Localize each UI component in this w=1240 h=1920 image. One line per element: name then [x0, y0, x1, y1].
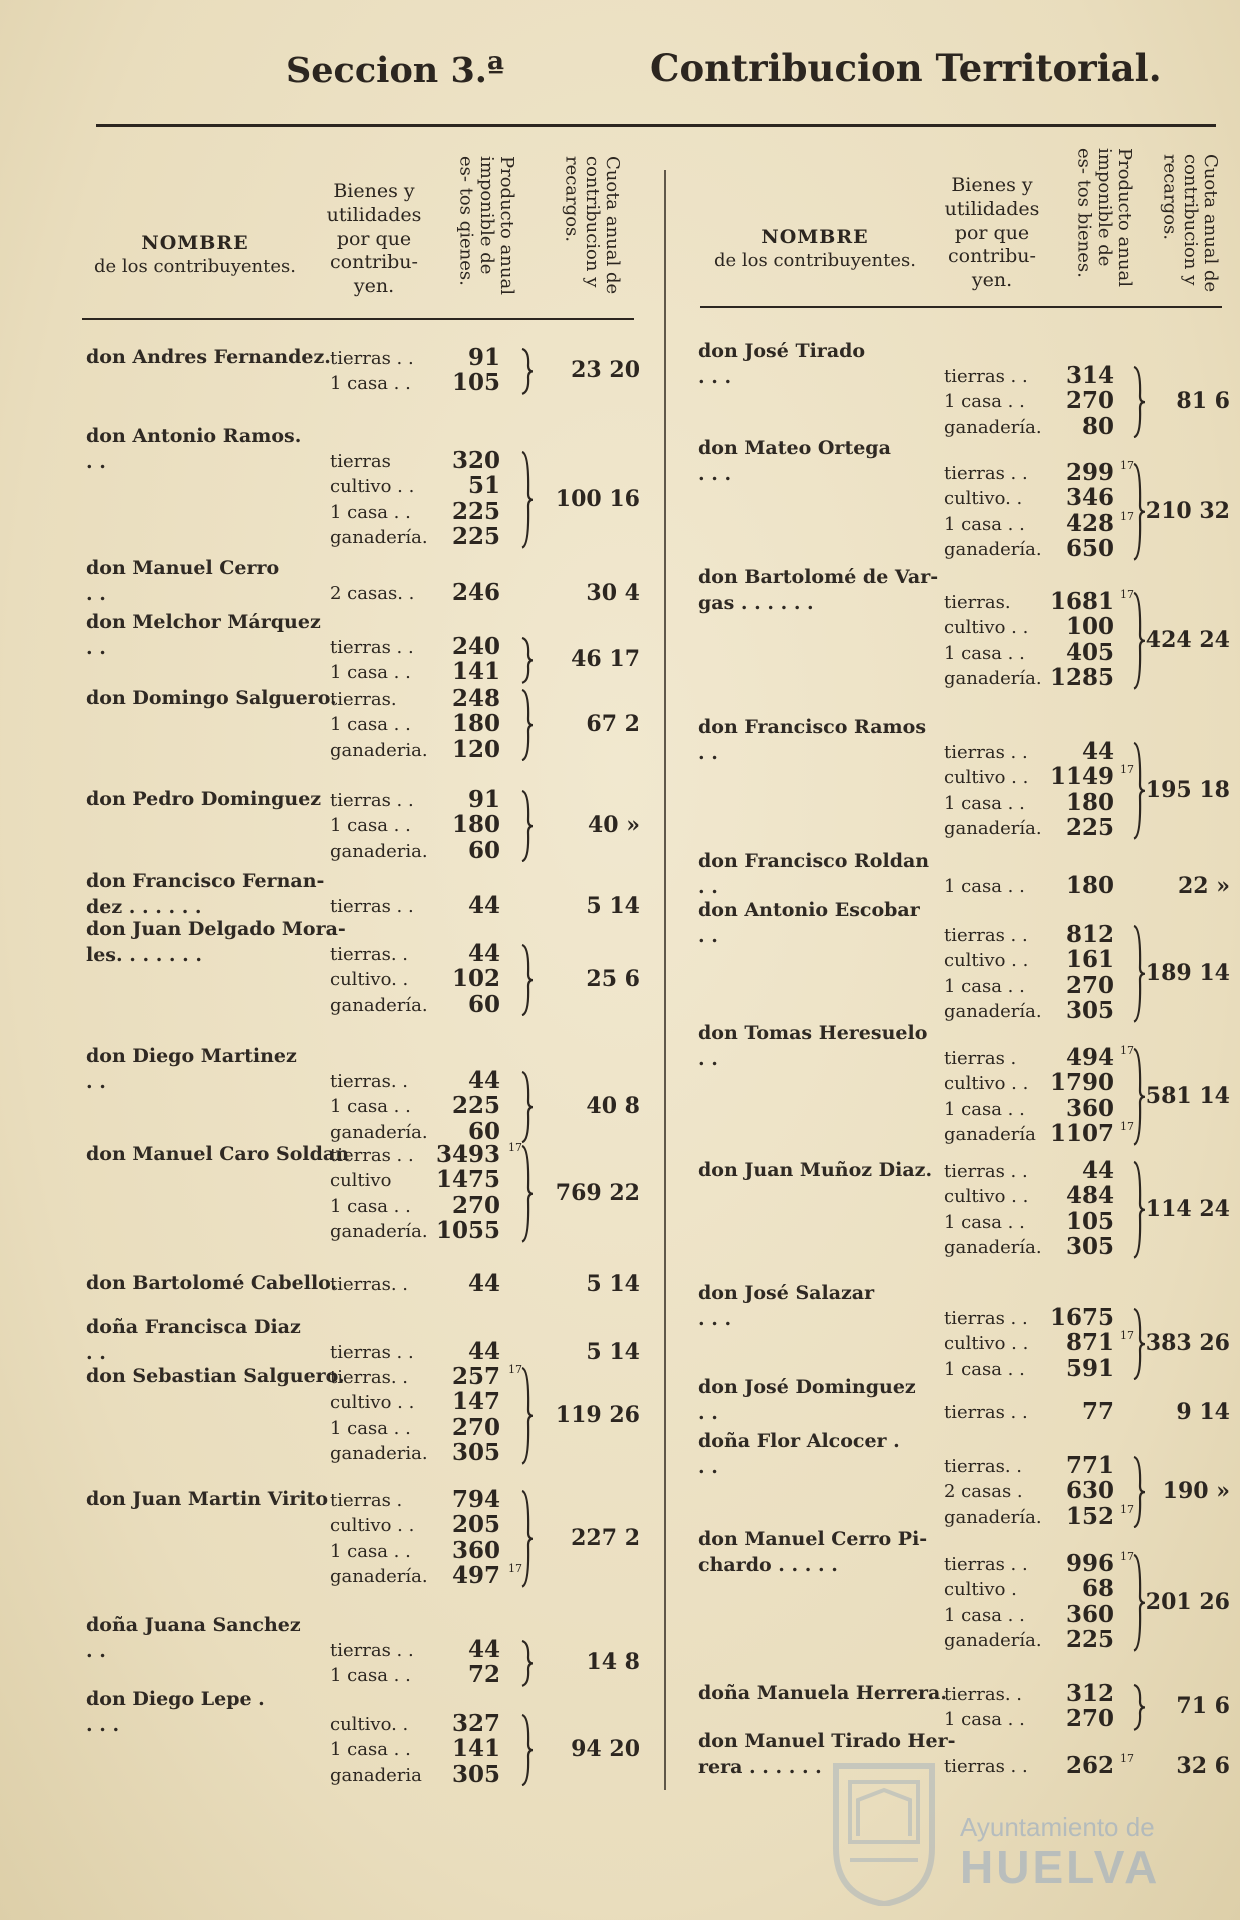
- fraction-mark: 17: [1120, 763, 1134, 777]
- asset-type: cultivo . .: [330, 1515, 415, 1537]
- contributor-name: . . .: [698, 463, 732, 485]
- header-rule: [96, 124, 1216, 127]
- asset-type: cultivo . .: [330, 1392, 415, 1414]
- contributor-name: don Andres Fernandez.: [86, 346, 331, 368]
- contributor-name: . .: [698, 1048, 718, 1070]
- asset-type: tierras . .: [944, 463, 1028, 484]
- asset-value: 650: [1065, 535, 1114, 563]
- asset-type: 1 casa . .: [944, 975, 1025, 997]
- contributor-name: don Mateo Ortega: [698, 437, 891, 459]
- contributor-name: don Diego Lepe .: [86, 1688, 265, 1710]
- asset-type: 2 casas. .: [330, 583, 415, 604]
- fraction-mark: 17: [508, 1562, 522, 1576]
- annual-quota: 23 20: [571, 357, 640, 384]
- asset-type: tierras . .: [944, 1554, 1028, 1575]
- asset-value: 44: [1081, 1157, 1114, 1184]
- contributor-name: don José Dominguez: [698, 1376, 916, 1398]
- asset-type: 1 casa . .: [330, 1417, 411, 1439]
- asset-type: tierras .: [330, 1490, 403, 1511]
- asset-value: 1681: [1049, 588, 1114, 615]
- right-header-producto: Producto anual imponible de es- tos bienes.: [1073, 148, 1135, 287]
- asset-type: tierras . .: [330, 1145, 414, 1166]
- asset-value: 77: [1081, 1398, 1114, 1425]
- asset-type: ganadería.: [330, 1566, 428, 1588]
- asset-type: cultivo . .: [944, 950, 1029, 972]
- asset-value: 240: [451, 633, 500, 660]
- contributor-name: . .: [698, 1402, 718, 1424]
- asset-type: ganadería.: [944, 1630, 1042, 1652]
- contributor-name: don Juan Delgado Mora-: [86, 918, 346, 940]
- asset-value: 44: [467, 940, 500, 967]
- contributor-name: don Francisco Fernan-: [86, 870, 325, 892]
- asset-value: 299: [1065, 459, 1114, 486]
- annual-quota: 383 26: [1145, 1330, 1230, 1357]
- fraction-mark: 17: [1120, 588, 1134, 601]
- asset-value: 270: [1065, 1705, 1114, 1733]
- right-header-cuota: Cuota anual de contribucion y recargos.: [1159, 154, 1221, 293]
- annual-quota: 14 8: [586, 1649, 640, 1676]
- asset-type: ganadería.: [330, 1121, 428, 1143]
- asset-value: 312: [1065, 1680, 1114, 1707]
- asset-value: 305: [1065, 1233, 1114, 1261]
- asset-value: 105: [451, 369, 500, 397]
- fraction-mark: 17: [1120, 459, 1134, 472]
- asset-type: cultivo. .: [330, 1714, 409, 1735]
- contributor-name: don Juan Muñoz Diaz.: [698, 1159, 933, 1181]
- annual-quota: 210 32: [1145, 497, 1230, 524]
- contributor-name: . . .: [698, 1308, 732, 1330]
- contributor-name: . .: [86, 1640, 106, 1662]
- contributor-name: les. . . . . . .: [86, 944, 202, 966]
- asset-type: tierras . .: [944, 1308, 1028, 1329]
- contributor-name: don José Tirado: [698, 340, 866, 362]
- contributor-name: don Sebastian Salguero.: [86, 1365, 345, 1387]
- asset-value: 812: [1065, 921, 1114, 948]
- annual-quota: 195 18: [1145, 776, 1230, 803]
- asset-value: 996: [1065, 1550, 1114, 1577]
- asset-type: tierras. .: [330, 1071, 408, 1092]
- asset-value: 225: [451, 497, 500, 525]
- asset-type: tierras. .: [330, 944, 408, 965]
- asset-value: 591: [1065, 1354, 1114, 1382]
- asset-type: 1 casa . .: [330, 1195, 411, 1217]
- asset-value: 141: [451, 1735, 500, 1763]
- fraction-mark: 17: [1120, 1120, 1134, 1134]
- contributor-name: . .: [86, 451, 106, 473]
- asset-type: cultivo. .: [944, 488, 1023, 510]
- annual-quota: 227 2: [571, 1524, 640, 1551]
- asset-value: 494: [1065, 1044, 1114, 1071]
- annual-quota: 40 »: [587, 812, 640, 839]
- asset-value: 44: [1081, 738, 1114, 765]
- contributor-name: . .: [698, 925, 718, 947]
- asset-value: 360: [451, 1536, 500, 1564]
- asset-type: tierras. .: [944, 1456, 1022, 1477]
- asset-value: 180: [1065, 872, 1114, 899]
- contributor-name: don Tomas Heresuelo: [698, 1022, 928, 1044]
- contributor-name: chardo . . . . .: [698, 1554, 838, 1576]
- asset-type: ganaderia.: [330, 840, 428, 862]
- contributor-name: rera . . . . . .: [698, 1756, 822, 1778]
- asset-value: 794: [451, 1486, 500, 1513]
- contributor-name: don Manuel Cerro: [86, 557, 280, 579]
- asset-value: 225: [451, 1092, 500, 1120]
- asset-type: 1 casa . .: [330, 1739, 411, 1761]
- annual-quota: 5 14: [586, 1338, 640, 1365]
- asset-value: 91: [467, 344, 500, 371]
- asset-type: tierras. .: [330, 1274, 408, 1295]
- asset-value: 141: [451, 658, 500, 686]
- asset-type: ganadería.: [944, 818, 1042, 840]
- asset-value: 871: [1065, 1329, 1114, 1357]
- asset-type: ganadería.: [944, 416, 1042, 438]
- asset-value: 60: [467, 1117, 500, 1145]
- contributor-name: don Domingo Salguero.: [86, 687, 337, 709]
- contributor-name: doña Juana Sanchez: [86, 1614, 301, 1636]
- annual-quota: 769 22: [555, 1179, 640, 1206]
- asset-value: 1055: [435, 1217, 500, 1245]
- asset-value: 497: [451, 1562, 500, 1590]
- contributor-name: don Manuel Tirado Her-: [698, 1730, 956, 1752]
- asset-type: ganadería.: [944, 539, 1042, 561]
- asset-value: 1285: [1049, 664, 1114, 692]
- contributor-name: don Melchor Márquez: [86, 611, 321, 633]
- asset-type: 2 casas .: [944, 1481, 1023, 1503]
- left-header-name: NOMBRE de los contribuyentes.: [94, 232, 296, 277]
- contributor-name: . . .: [86, 1714, 120, 1736]
- contributor-name: doña Manuela Herrera.: [698, 1682, 947, 1704]
- fraction-mark: 17: [1120, 509, 1134, 523]
- right-header-bienes: Bienes y utilidades por que contribu- yen.: [944, 174, 1040, 291]
- left-header-bienes: Bienes y utilidades por que contribu- yen.: [326, 180, 422, 297]
- contributor-name: don Bartolomé Cabello.: [86, 1272, 338, 1294]
- asset-value: 327: [451, 1710, 500, 1737]
- annual-quota: 94 20: [571, 1736, 640, 1763]
- asset-type: ganadería: [944, 1124, 1036, 1146]
- asset-value: 771: [1065, 1452, 1114, 1479]
- section-heading: Seccion 3.ª: [286, 50, 505, 91]
- asset-type: ganaderia: [330, 1764, 422, 1786]
- contributor-name: dez . . . . . .: [86, 896, 202, 918]
- asset-type: tierras . .: [330, 1342, 414, 1363]
- fraction-mark: 17: [1120, 1502, 1134, 1516]
- asset-type: 1 casa . .: [330, 714, 411, 736]
- asset-type: 1 casa . .: [944, 1709, 1025, 1731]
- asset-value: 152: [1065, 1502, 1114, 1530]
- coat-of-arms-watermark: [828, 1756, 940, 1906]
- asset-type: tierras . .: [944, 925, 1028, 946]
- annual-quota: 201 26: [1145, 1588, 1230, 1615]
- contributor-name: . .: [86, 1342, 106, 1364]
- asset-type: 1 casa . .: [944, 513, 1025, 535]
- asset-value: 102: [451, 965, 500, 993]
- asset-type: 1 casa . .: [330, 1540, 411, 1562]
- annual-quota: 40 8: [586, 1093, 640, 1120]
- center-divider: [664, 170, 666, 1790]
- annual-quota: 424 24: [1145, 626, 1230, 653]
- asset-type: tierras. .: [330, 1367, 408, 1388]
- asset-value: 68: [1081, 1575, 1114, 1603]
- asset-type: tierras . .: [330, 1640, 414, 1661]
- contributor-name: . .: [86, 583, 106, 605]
- asset-type: cultivo . .: [944, 1073, 1029, 1095]
- annual-quota: 190 »: [1162, 1478, 1230, 1505]
- asset-type: tierras . .: [330, 637, 414, 658]
- contributor-name: gas . . . . . .: [698, 592, 814, 614]
- asset-value: 1107: [1049, 1120, 1114, 1148]
- asset-value: 225: [451, 523, 500, 551]
- contributor-name: . .: [698, 742, 718, 764]
- watermark-line-2: HUELVA: [960, 1841, 1161, 1893]
- asset-type: ganadería.: [944, 1001, 1042, 1023]
- right-header-rule: [700, 306, 1222, 308]
- asset-type: 1 casa . .: [944, 1358, 1025, 1380]
- asset-type: tierras . .: [330, 790, 414, 811]
- asset-value: 44: [467, 892, 500, 919]
- contributor-name: . .: [698, 1456, 718, 1478]
- asset-type: 1 casa . .: [944, 792, 1025, 814]
- asset-type: tierras.: [944, 592, 1011, 613]
- annual-quota: 119 26: [555, 1401, 640, 1428]
- asset-type: cultivo: [330, 1170, 392, 1192]
- contributor-name: don José Salazar: [698, 1282, 875, 1304]
- contributor-name: don Bartolomé de Var-: [698, 566, 939, 588]
- asset-type: 1 casa . .: [944, 1098, 1025, 1120]
- asset-type: tierras: [330, 451, 391, 472]
- asset-value: 60: [467, 990, 500, 1018]
- asset-value: 246: [451, 579, 500, 606]
- asset-value: 484: [1065, 1182, 1114, 1210]
- contributor-name: don Antonio Escobar: [698, 899, 920, 921]
- asset-type: 1 casa . .: [330, 1096, 411, 1118]
- annual-quota: 71 6: [1176, 1693, 1230, 1720]
- asset-value: 1149: [1049, 763, 1114, 791]
- fraction-mark: 17: [1120, 1752, 1134, 1765]
- asset-value: 180: [451, 811, 500, 839]
- asset-value: 100: [1065, 613, 1114, 641]
- asset-type: tierras . .: [330, 348, 414, 369]
- contributor-name: don Francisco Ramos: [698, 716, 927, 738]
- asset-type: 1 casa . .: [330, 373, 411, 395]
- asset-value: 405: [1065, 638, 1114, 666]
- asset-value: 346: [1065, 484, 1114, 512]
- asset-value: 3493: [435, 1141, 500, 1168]
- asset-value: 72: [467, 1661, 500, 1689]
- asset-type: 1 casa . .: [944, 642, 1025, 664]
- asset-type: cultivo . .: [944, 1333, 1029, 1355]
- asset-value: 44: [467, 1067, 500, 1094]
- asset-type: cultivo. .: [330, 969, 409, 991]
- annual-quota: 100 16: [555, 485, 640, 512]
- asset-type: cultivo .: [944, 1579, 1017, 1601]
- contributor-name: don Diego Martinez: [86, 1045, 297, 1067]
- annual-quota: 5 14: [586, 892, 640, 919]
- asset-type: cultivo . .: [944, 767, 1029, 789]
- annual-quota: 22 »: [1177, 872, 1230, 899]
- contributor-name: . .: [86, 637, 106, 659]
- asset-type: ganadería.: [944, 1237, 1042, 1259]
- annual-quota: 9 14: [1176, 1398, 1230, 1425]
- asset-type: ganadería.: [330, 1221, 428, 1243]
- annual-quota: 46 17: [571, 646, 640, 673]
- annual-quota: 5 14: [586, 1270, 640, 1297]
- asset-type: 1 casa . .: [330, 1665, 411, 1687]
- asset-value: 1790: [1049, 1069, 1114, 1097]
- asset-value: 80: [1081, 412, 1114, 440]
- asset-value: 305: [1065, 997, 1114, 1025]
- asset-value: 1675: [1049, 1304, 1114, 1331]
- asset-value: 270: [1065, 971, 1114, 999]
- page-title: Contribucion Territorial.: [650, 46, 1162, 90]
- asset-value: 44: [467, 1338, 500, 1365]
- asset-value: 257: [451, 1363, 500, 1390]
- contributor-name: . .: [698, 876, 718, 898]
- annual-quota: 25 6: [586, 966, 640, 993]
- asset-value: 360: [1065, 1094, 1114, 1122]
- asset-type: 1 casa . .: [944, 876, 1025, 897]
- annual-quota: 30 4: [586, 579, 640, 606]
- asset-type: 1 casa . .: [330, 815, 411, 837]
- asset-type: tierras . .: [944, 1402, 1028, 1423]
- asset-type: ganadería.: [330, 527, 428, 549]
- asset-value: 105: [1065, 1207, 1114, 1235]
- asset-type: cultivo . .: [944, 617, 1029, 639]
- contributor-name: . . .: [698, 366, 732, 388]
- asset-value: 205: [451, 1511, 500, 1539]
- asset-type: ganaderia.: [330, 739, 428, 761]
- asset-type: 1 casa . .: [330, 501, 411, 523]
- asset-value: 225: [1065, 1626, 1114, 1654]
- contributor-name: don Pedro Dominguez: [86, 788, 322, 810]
- contributor-name: don Antonio Ramos.: [86, 425, 302, 447]
- asset-value: 147: [451, 1388, 500, 1416]
- asset-type: cultivo . .: [330, 476, 415, 498]
- asset-value: 91: [467, 786, 500, 813]
- asset-value: 44: [467, 1636, 500, 1663]
- asset-value: 180: [451, 710, 500, 738]
- asset-value: 225: [1065, 814, 1114, 842]
- asset-value: 248: [451, 685, 500, 712]
- asset-value: 630: [1065, 1477, 1114, 1505]
- asset-value: 51: [467, 472, 500, 500]
- asset-value: 262: [1065, 1752, 1114, 1779]
- fraction-mark: 17: [1120, 1329, 1134, 1343]
- asset-value: 1475: [435, 1166, 500, 1194]
- contributor-name: . .: [86, 1071, 106, 1093]
- contributor-name: doña Francisca Diaz: [86, 1316, 301, 1338]
- right-header-name: NOMBRE de los contribuyentes.: [714, 226, 916, 271]
- asset-type: ganadería.: [944, 1506, 1042, 1528]
- fraction-mark: 17: [508, 1141, 522, 1154]
- watermark-line-1: Ayuntamiento de: [960, 1812, 1155, 1842]
- asset-type: ganaderia.: [330, 1443, 428, 1465]
- asset-type: ganadería.: [944, 668, 1042, 690]
- asset-value: 180: [1065, 788, 1114, 816]
- fraction-mark: 17: [1120, 1044, 1134, 1057]
- left-header-rule: [82, 318, 634, 320]
- asset-value: 44: [467, 1270, 500, 1297]
- contributor-name: don Manuel Cerro Pi-: [698, 1528, 928, 1550]
- asset-type: 1 casa . .: [944, 1604, 1025, 1626]
- asset-type: tierras.: [330, 689, 397, 710]
- contributor-name: don Francisco Roldan: [698, 850, 930, 872]
- fraction-mark: 17: [508, 1363, 522, 1376]
- asset-type: tierras. .: [944, 1684, 1022, 1705]
- asset-value: 428: [1065, 509, 1114, 537]
- annual-quota: 81 6: [1176, 388, 1230, 415]
- asset-value: 270: [451, 1413, 500, 1441]
- asset-value: 360: [1065, 1600, 1114, 1628]
- asset-type: tierras .: [944, 1048, 1017, 1069]
- asset-type: tierras . .: [944, 366, 1028, 387]
- asset-type: 1 casa . .: [944, 391, 1025, 413]
- asset-type: 1 casa . .: [944, 1211, 1025, 1233]
- asset-type: tierras . .: [330, 896, 414, 917]
- asset-value: 314: [1065, 362, 1114, 389]
- asset-value: 320: [451, 447, 500, 474]
- annual-quota: 67 2: [586, 711, 640, 738]
- asset-value: 161: [1065, 946, 1114, 974]
- asset-type: cultivo . .: [944, 1186, 1029, 1208]
- asset-type: 1 casa . .: [330, 662, 411, 684]
- asset-value: 305: [451, 1439, 500, 1467]
- asset-type: tierras . .: [944, 1161, 1028, 1182]
- contributor-name: don Juan Martin Virito: [86, 1488, 329, 1510]
- fraction-mark: 17: [1120, 1550, 1134, 1563]
- annual-quota: 114 24: [1145, 1195, 1230, 1222]
- contributor-name: doña Flor Alcocer .: [698, 1430, 900, 1452]
- annual-quota: 189 14: [1145, 959, 1230, 986]
- asset-type: tierras . .: [944, 742, 1028, 763]
- annual-quota: 581 14: [1145, 1082, 1230, 1109]
- asset-value: 270: [451, 1191, 500, 1219]
- left-header-cuota: Cuota anual de contribucion y recargos.: [561, 156, 623, 295]
- asset-value: 270: [1065, 387, 1114, 415]
- asset-value: 305: [451, 1760, 500, 1788]
- asset-type: tierras . .: [944, 1756, 1028, 1777]
- annual-quota: 32 6: [1176, 1752, 1230, 1779]
- left-header-producto: Producto anual imponible de es- tos qienes.: [455, 156, 517, 295]
- asset-value: 120: [451, 735, 500, 763]
- contributor-name: don Manuel Caro Soldan: [86, 1143, 350, 1165]
- asset-type: ganadería.: [330, 994, 428, 1016]
- asset-value: 60: [467, 836, 500, 864]
